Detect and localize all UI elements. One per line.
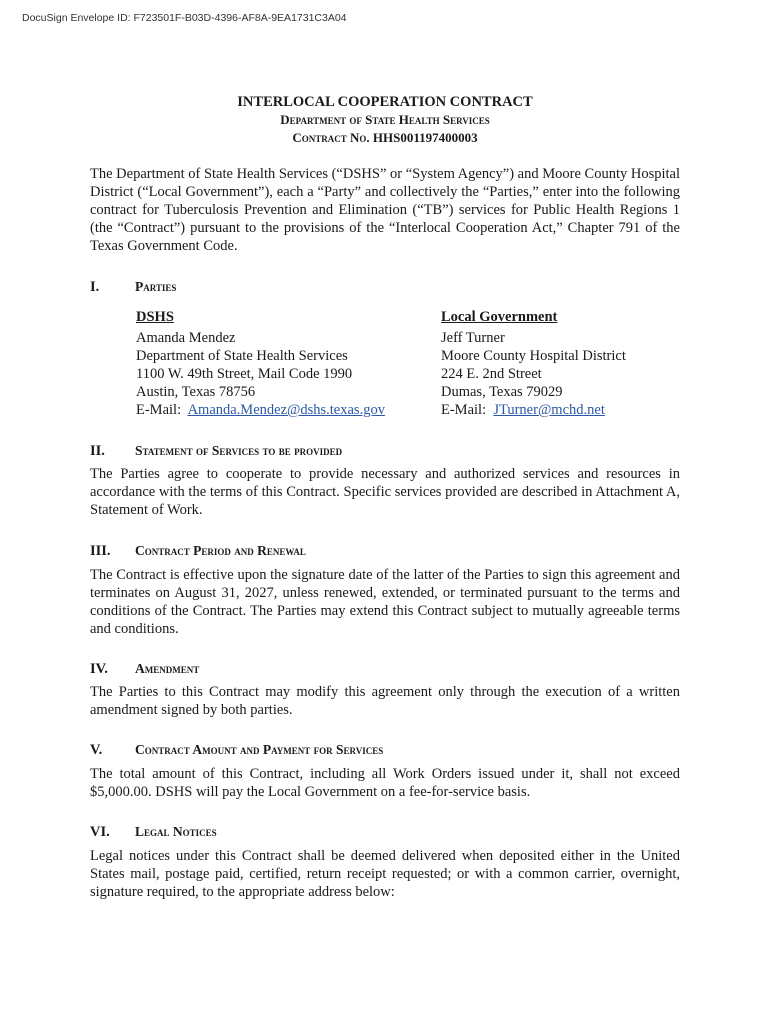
contact-address: 224 E. 2nd Street bbox=[441, 366, 542, 382]
email-link-local[interactable]: JTurner@mchd.net bbox=[493, 402, 605, 418]
contract-number: Contract No. HHS001197400003 bbox=[292, 130, 478, 145]
section-number: IV. bbox=[90, 661, 108, 677]
section-title: Legal Notices bbox=[135, 824, 217, 839]
contact-address: 1100 W. 49th Street, Mail Code 1990 bbox=[136, 366, 353, 382]
party-local-government bbox=[441, 308, 626, 419]
email-link-dshs[interactable]: Amanda.Mendez@dshs.texas.gov bbox=[187, 402, 385, 418]
email-label: E-Mail: bbox=[441, 402, 487, 418]
section-title: Contract Amount and Payment for Services bbox=[135, 742, 384, 757]
envelope-id: DocuSign Envelope ID: F723501F-B03D-4396-AF8A-9EA1731C3A04 bbox=[22, 12, 347, 24]
section-body-notices: Legal notices under this Contract shall be deemed delivered when deposited either in the United States mail, postage paid, certified, return receipt requested; or with a common carrier, overnight, signature required, to the appropriate address below: bbox=[90, 848, 680, 900]
section-number: II. bbox=[90, 443, 105, 459]
section-body-amendment: The Parties to this Contract may modify this agreement only through the execution of a written amendment signed by both parties. bbox=[90, 684, 680, 718]
party-heading-local: Local Government bbox=[441, 309, 558, 325]
section-number: VI. bbox=[90, 824, 110, 840]
contact-name: Jeff Turner bbox=[441, 330, 505, 346]
section-title: Amendment bbox=[135, 661, 200, 676]
contact-city: Austin, Texas 78756 bbox=[136, 384, 256, 400]
contact-org: Department of State Health Services bbox=[136, 348, 348, 364]
section-heading-period bbox=[90, 543, 306, 560]
contact-name: Amanda Mendez bbox=[136, 330, 236, 346]
section-heading-amount bbox=[90, 742, 383, 759]
section-heading-parties bbox=[90, 279, 176, 296]
party-dshs bbox=[136, 308, 385, 419]
intro-paragraph: The Department of State Health Services (“DSHS” or “System Agency”) and Moore County Hospital District (“Local Government”), each a “Party” and collectively the “Parties,” enter into the following contract for Tuberculosis Prevention and Elimination (“TB”) services for Public Health Regions 1 (the “Contract”) pursuant to the provisions of the “Interlocal Cooperation Act,” Chapter 791 of the Texas Government Code. bbox=[90, 166, 680, 254]
section-number: III. bbox=[90, 543, 111, 559]
section-number: V. bbox=[90, 742, 103, 758]
party-heading-dshs: DSHS bbox=[136, 309, 174, 325]
email-label: E-Mail: bbox=[136, 402, 182, 418]
contact-city: Dumas, Texas 79029 bbox=[441, 384, 563, 400]
section-number: I. bbox=[90, 279, 100, 295]
section-body-services: The Parties agree to cooperate to provide necessary and authorized services and resources in accordance with the terms of this Contract. Specific services provided are described in Attachment A, Statement of Work. bbox=[90, 466, 680, 518]
section-body-amount: The total amount of this Contract, including all Work Orders issued under it, shall not exceed $5,000.00. DSHS will pay the Local Government on a fee-for-service basis. bbox=[90, 766, 680, 800]
section-body-period: The Contract is effective upon the signature date of the latter of the Parties to sign this agreement and terminates on August 31, 2027, unless renewed, extended, or terminated pursuant to the terms and conditions of the Contract. The Parties may extend this Contract subject to mutually agreeable terms and conditions. bbox=[90, 567, 680, 637]
section-title: Contract Period and Renewal bbox=[135, 543, 306, 558]
section-title: Parties bbox=[135, 279, 177, 294]
section-title: Statement of Services to be provided bbox=[135, 443, 343, 458]
document-title: INTERLOCAL COOPERATION CONTRACT bbox=[237, 94, 533, 110]
section-heading-amendment bbox=[90, 661, 199, 678]
contact-email-row bbox=[136, 401, 385, 419]
title-block bbox=[0, 93, 770, 147]
section-heading-notices bbox=[90, 824, 217, 841]
contact-email-row bbox=[441, 401, 626, 419]
section-heading-services bbox=[90, 443, 342, 460]
department-subtitle: Department of State Health Services bbox=[280, 112, 490, 127]
contact-org: Moore County Hospital District bbox=[441, 348, 626, 364]
